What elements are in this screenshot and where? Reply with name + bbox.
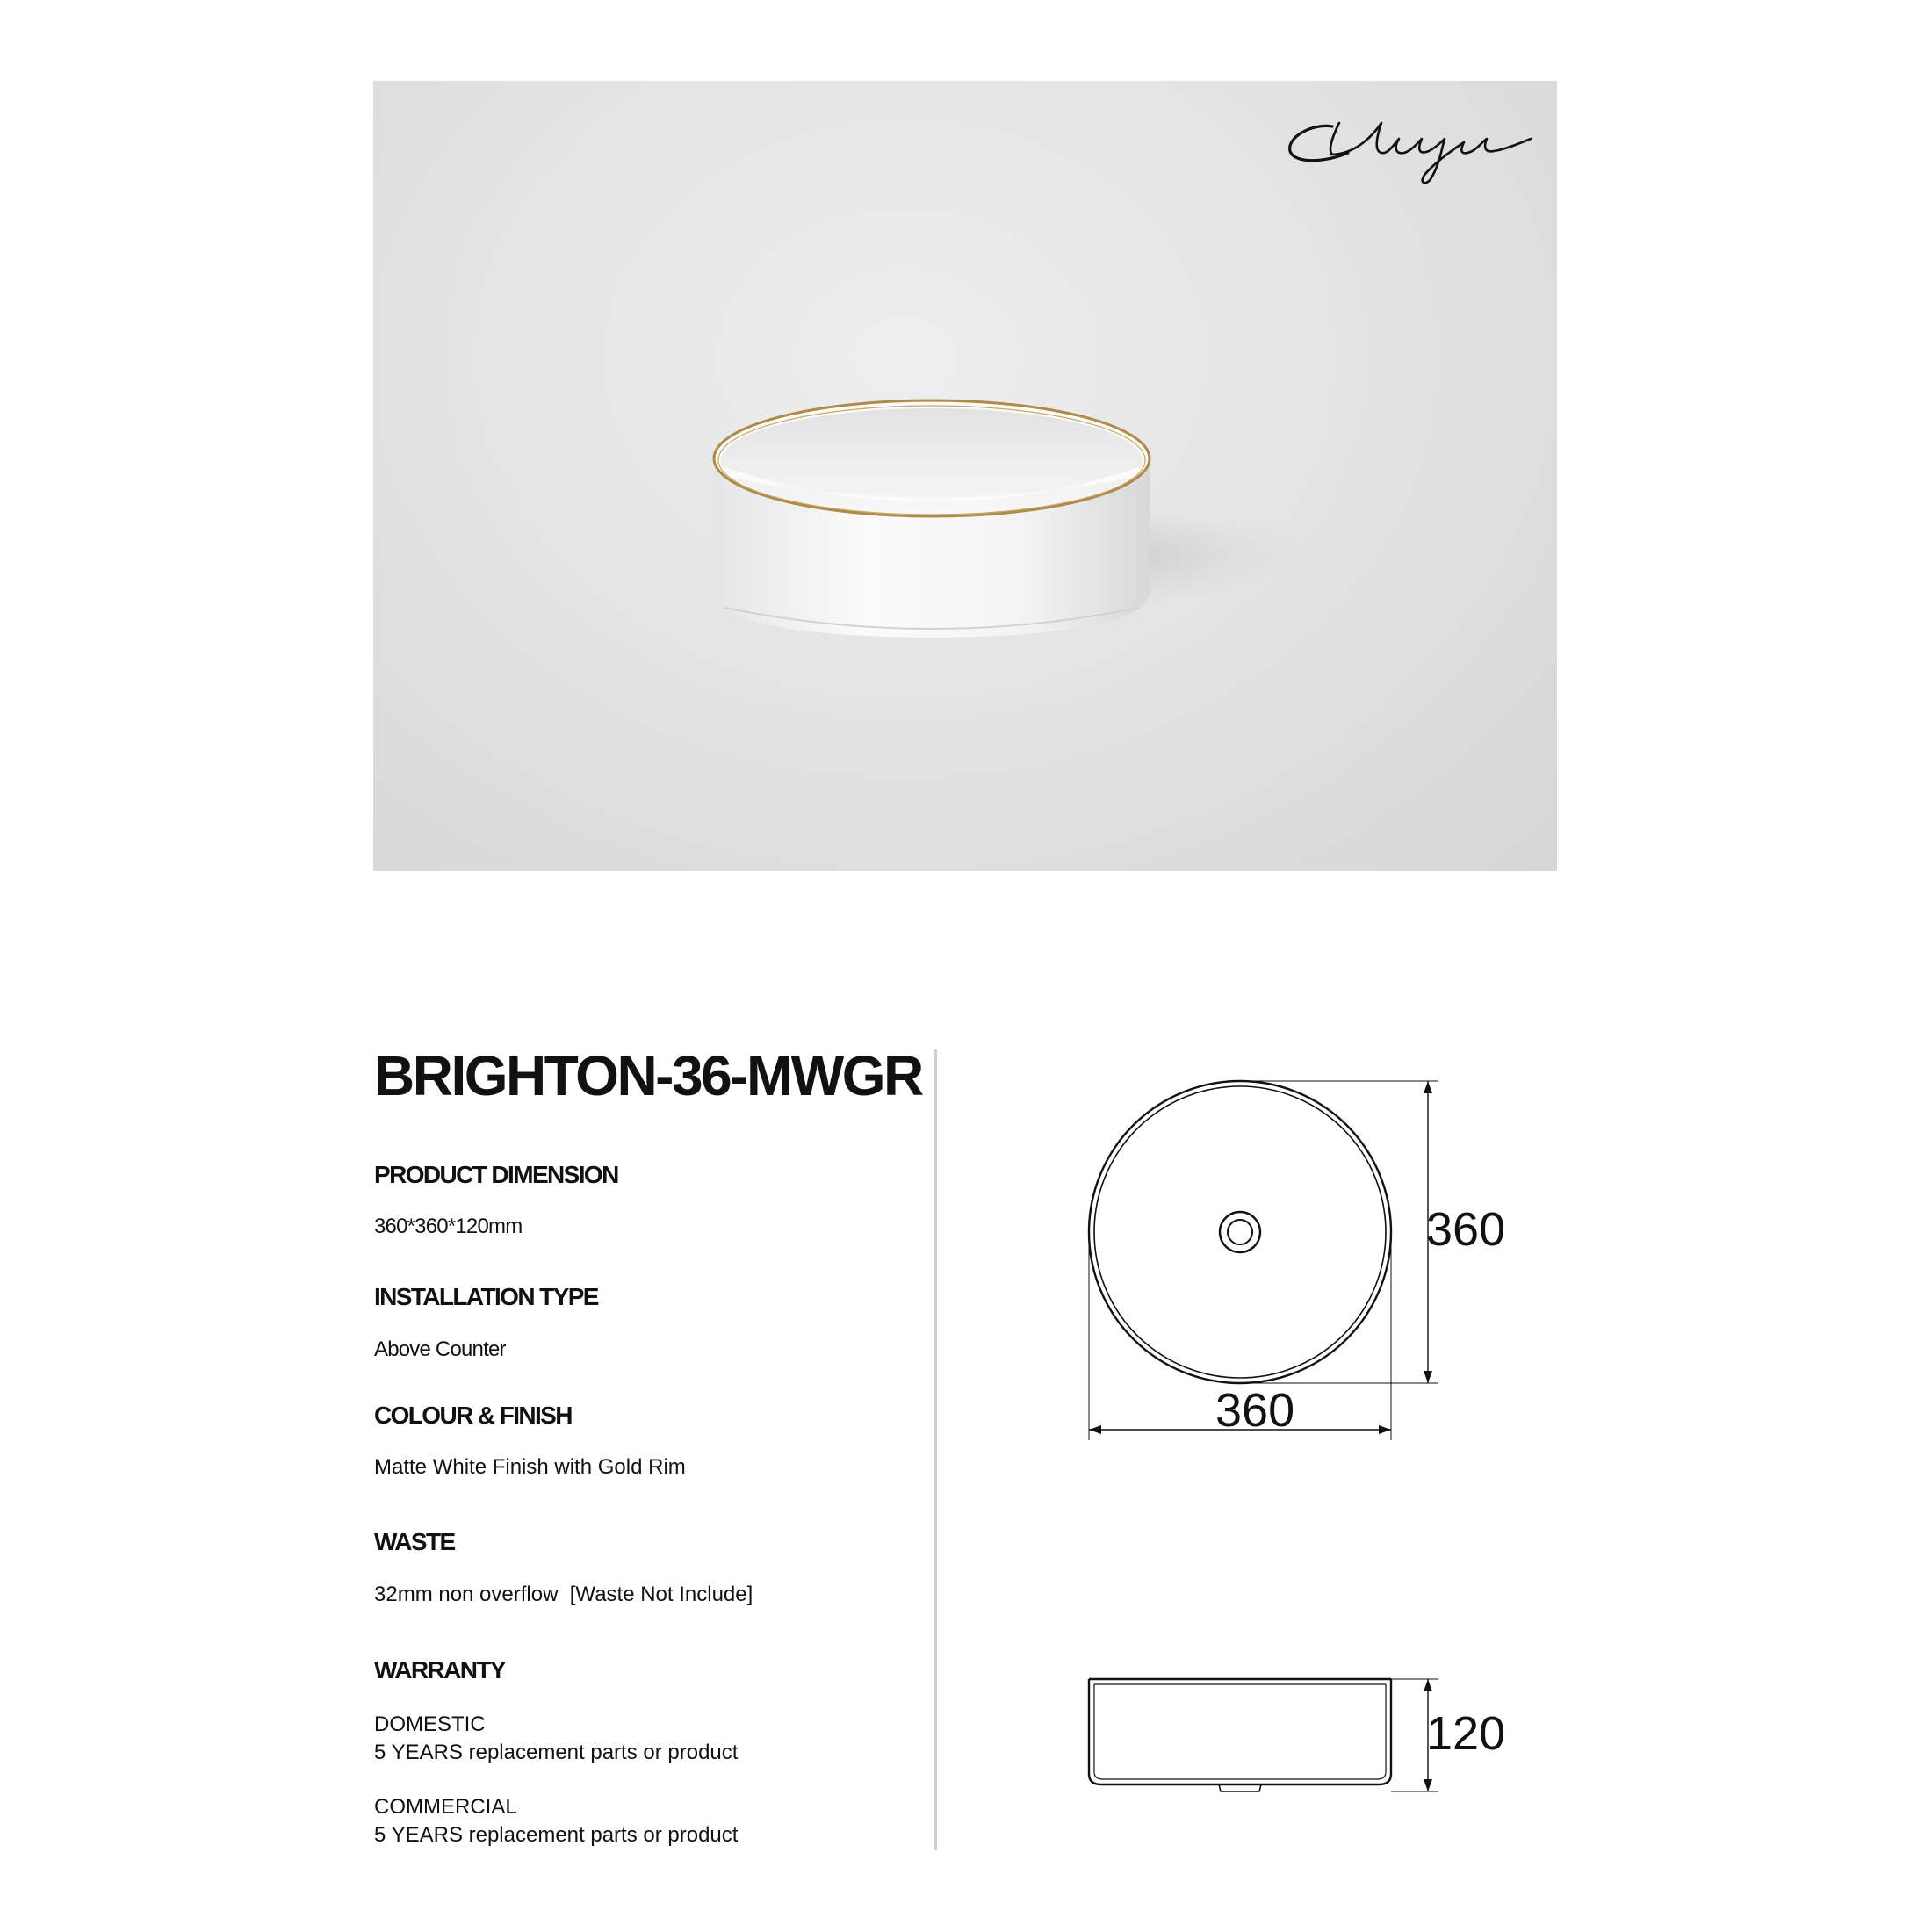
product-photo — [373, 81, 1557, 871]
top-height-label: 360 — [1426, 1203, 1506, 1256]
installation-heading: INSTALLATION TYPE — [374, 1283, 598, 1310]
waste-heading: WASTE — [374, 1528, 455, 1555]
warranty-domestic-label: DOMESTIC — [374, 1712, 486, 1736]
drain-inner — [1228, 1220, 1252, 1244]
waste-value: 32mm non overflow [Waste Not Include] — [374, 1582, 753, 1606]
top-width-label: 360 — [1215, 1384, 1295, 1437]
side-view — [1089, 1679, 1438, 1791]
brand-logo — [1278, 98, 1541, 195]
colour-heading: COLOUR & FINISH — [374, 1402, 572, 1429]
warranty-heading: WARRANTY — [374, 1656, 505, 1683]
warranty-commercial-value: 5 YEARS replacement parts or product — [374, 1823, 739, 1847]
warranty-domestic-value: 5 YEARS replacement parts or product — [374, 1741, 739, 1764]
dimension-heading: PRODUCT DIMENSION — [374, 1161, 618, 1188]
drain-outer — [1220, 1212, 1260, 1252]
dimension-value: 360*360*120mm — [374, 1215, 523, 1238]
installation-value: Above Counter — [374, 1337, 506, 1361]
top-view-inner-rim — [1094, 1086, 1386, 1378]
vertical-divider — [934, 1049, 937, 1850]
side-height-label: 120 — [1426, 1707, 1506, 1760]
colour-value: Matte White Finish with Gold Rim — [374, 1455, 686, 1479]
basin-photo-illustration — [373, 81, 1557, 871]
top-view-outer-rim — [1089, 1081, 1391, 1383]
product-title: BRIGHTON-36-MWGR — [374, 1044, 922, 1107]
warranty-commercial-label: COMMERCIAL — [374, 1795, 517, 1819]
technical-drawing — [1071, 1071, 1546, 1844]
side-view-body — [1089, 1679, 1391, 1784]
